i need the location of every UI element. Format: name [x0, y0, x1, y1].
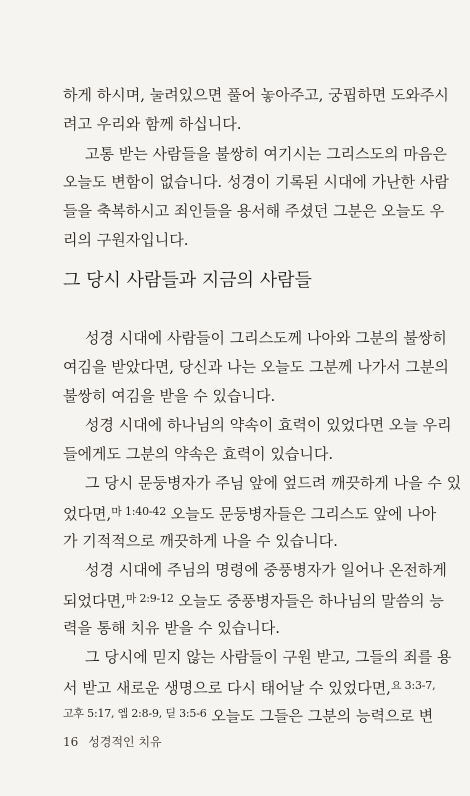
- body-text-line: 성경 시대에 주님의 명령에 중풍병자가 일어나 온전하게: [85, 561, 447, 579]
- body-text-line: 들을 축복하시고 죄인들을 용서해 주셨던 그분은 오늘도 우: [63, 202, 445, 220]
- section-heading: 그 당시 사람들과 지금의 사람들: [63, 270, 312, 291]
- scripture-reference: 마 1:40-42: [111, 505, 166, 518]
- body-text-line: 고통 받는 사람들을 불쌍히 여기시는 그리스도의 마음은: [85, 145, 447, 163]
- text-fragment: 되었다면,: [63, 592, 126, 610]
- body-text-line: 하게 하시며, 눌려있으면 풀어 놓아주고, 궁핍하면 도와주시: [63, 86, 449, 104]
- body-text-line: 성경 시대에 사람들이 그리스도께 나아와 그분의 불쌍히: [85, 329, 447, 347]
- text-fragment: 오늘도 중풍병자들은 하나님의 말씀의 능: [178, 592, 444, 610]
- body-text-line-with-reference: [63, 704, 434, 726]
- text-fragment: 오늘도 문둥병자들은 그리스도 앞에 나아: [170, 505, 437, 523]
- body-text-line-with-reference: [63, 676, 436, 698]
- text-fragment: 오늘도 그들은 그분의 능력으로 변: [211, 707, 434, 725]
- body-text-line: 려고 우리와 함께 하십니다.: [63, 115, 242, 133]
- body-text-line: 불쌍히 여김을 받을 수 있습니다.: [63, 387, 276, 405]
- body-text-line: 그 당시 문둥병자가 주님 앞에 엎드려 깨끗하게 나을 수 있: [85, 474, 462, 492]
- body-text-line-with-reference: [63, 502, 437, 524]
- body-text-line: 리의 구원자입니다.: [63, 231, 189, 249]
- body-text-line: 그 당시에 믿지 않는 사람들이 구원 받고, 그들의 죄를 용: [85, 648, 452, 666]
- body-text-line-with-reference: [63, 589, 444, 611]
- page-footer: [63, 734, 162, 750]
- body-text-line: 들에게도 그분의 약속은 효력이 있습니다.: [63, 445, 334, 463]
- body-text-line: 성경 시대에 하나님의 약속이 효력이 있었다면 오늘 우리: [85, 416, 452, 434]
- body-text-line: 여김을 받았다면, 당신과 나는 오늘도 그분께 나가서 그분의: [63, 358, 449, 376]
- body-text-line: 가 기적적으로 깨끗하게 나을 수 있습니다.: [63, 532, 338, 550]
- scripture-reference: 마 2:9-12: [125, 592, 174, 605]
- page-number: 16: [63, 735, 79, 749]
- text-fragment: 었다면,: [63, 505, 112, 523]
- running-title: 성경적인 치유: [88, 735, 162, 749]
- body-text-line: 오늘도 변함이 없습니다. 성경이 기록된 시대에 가난한 사람: [63, 173, 449, 191]
- scripture-reference: 고후 5:17, 엡 2:8-9, 딛 3:5-6: [63, 707, 207, 720]
- text-fragment: 서 받고 새로운 생명으로 다시 태어날 수 있었다면,: [63, 679, 391, 697]
- scripture-reference: 요 3:3-7,: [390, 679, 436, 692]
- body-text-line: 력을 통해 치유 받을 수 있습니다.: [63, 619, 280, 637]
